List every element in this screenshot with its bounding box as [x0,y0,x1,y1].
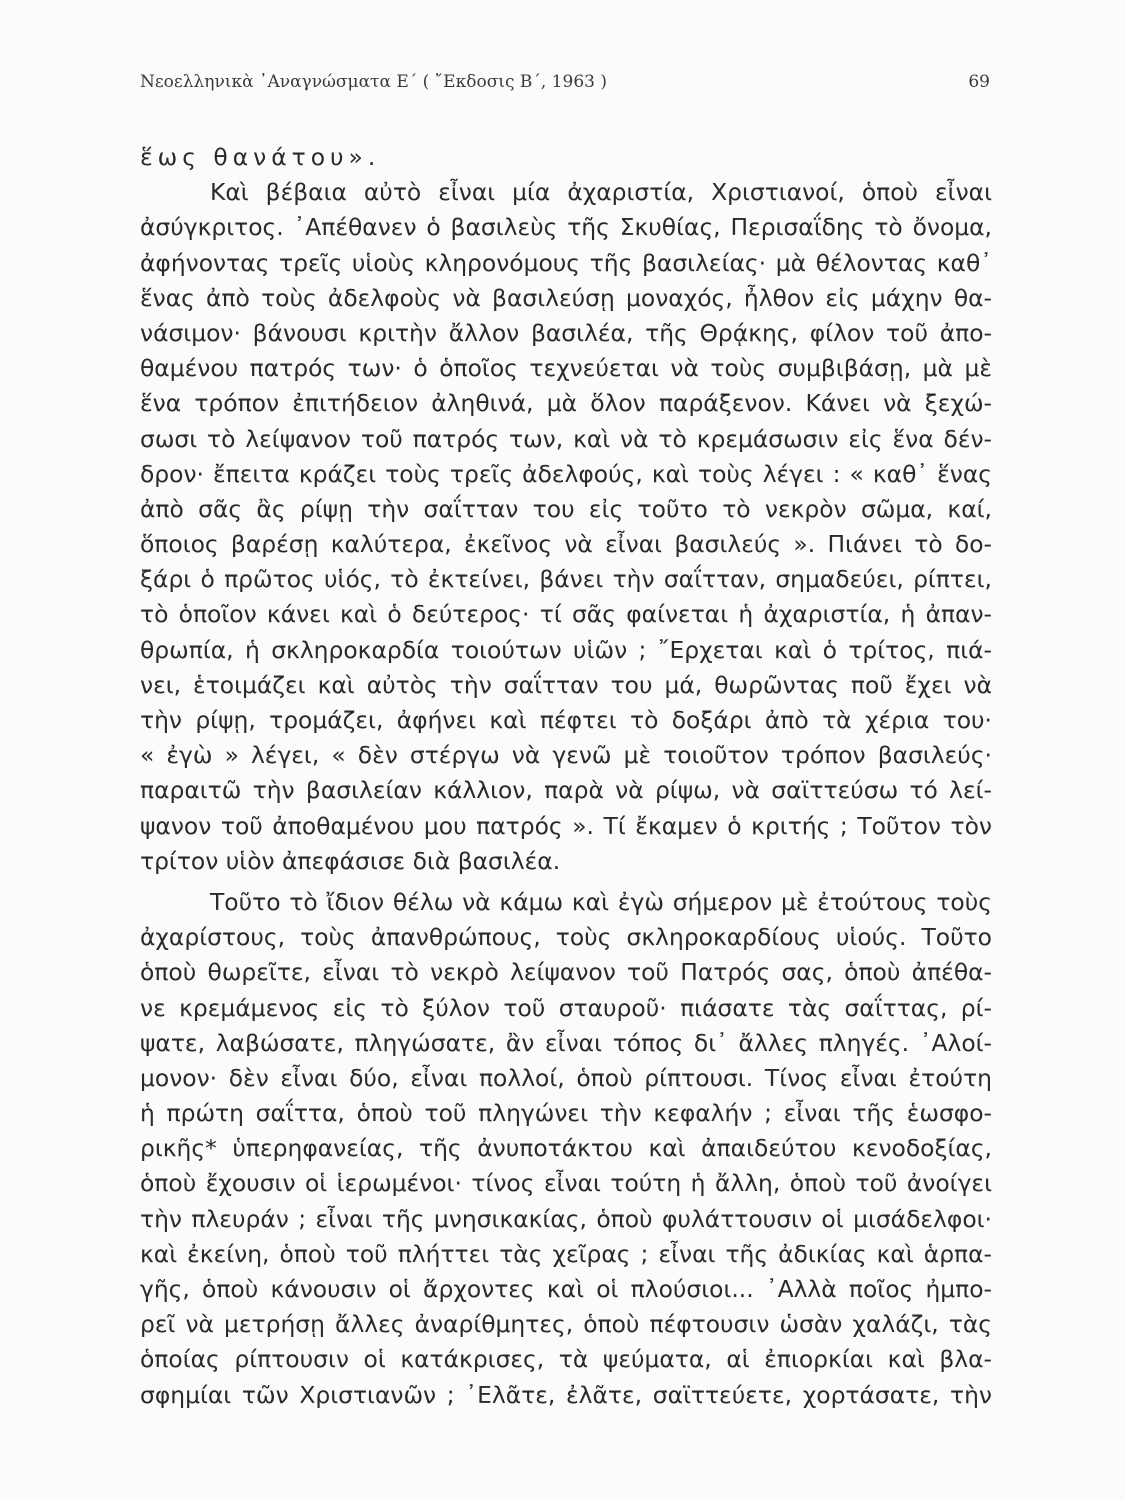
text-line: Τοῦτο τὸ ἴδιον θέλω νὰ κάμω καὶ ἐγὼ σήμερον μὲ ἐτούτους τοὺς [210,887,992,916]
text-line: τὴν πλευράν ; εἶναι τῆς μνησικακίας, ὁποὺ φυλάττουσιν οἱ μισάδελφοι· [140,1204,992,1233]
text-line: νε κρεμάμενος εἰς τὸ ξύλον τοῦ σταυροῦ· πιάσατε τὰς σαΐττας, ρί- [140,993,992,1022]
text-line: ἀχαρίστους, τοὺς ἀπανθρώπους, τοὺς σκληροκαρδίους υἱούς. Τοῦτο [140,923,992,952]
text-line: δρον· ἔπειτα κράζει τοὺς τρεῖς ἀδελφούς, καὶ τοὺς λέγει : « καθ᾿ ἕνας [140,459,992,488]
text-line: ξάρι ὁ πρῶτος υἱός, τὸ ἐκτείνει, βάνει τὴν σαΐτταν, σημαδεύει, ρίπτει, [140,565,992,594]
text-line: ὁποίας ρίπτουσιν οἱ κατάκρισες, τὰ ψεύματα, αἱ ἐπιορκίαι καὶ βλα- [140,1345,992,1374]
text-line: ὁποὺ θωρεῖτε, εἶναι τὸ νεκρὸ λείψανον τοῦ Πατρός σας, ὁποὺ ἀπέθα- [140,958,992,987]
text-line: Καὶ βέβαια αὐτὸ εἶναι μία ἀχαριστία, Χριστιανοί, ὁποὺ εἶναι [210,178,992,207]
text-line: ἀφήνοντας τρεῖς υἱοὺς κληρονόμους τῆς βασιλείας· μὰ θέλοντας καθ᾿ [140,248,992,277]
text-line: σωσι τὸ λείψανον τοῦ πατρός των, καὶ νὰ τὸ κρεμάσωσιν εἰς ἕνα δέν- [140,424,992,453]
text-line: γῆς, ὁποὺ κάνουσιν οἱ ἄρχοντες καὶ οἱ πλούσιοι... ᾿Αλλὰ ποῖος ἠμπο- [140,1275,992,1303]
text-line: νει, ἑτοιμάζει καὶ αὐτὸς τὴν σαΐτταν του μά, θωρῶντας ποῦ ἔχει νὰ [140,670,992,699]
text-line: ἕως θανάτου». [140,143,381,171]
text-line: ἀπὸ σᾶς ἂς ρίψῃ τὴν σαΐτταν του εἰς τοῦτο τὸ νεκρὸν σῶμα, καί, [140,494,992,523]
text-line: καὶ ἐκείνη, ὁποὺ τοῦ πλήττει τὰς χεῖρας ; εἶναι τῆς ἀδικίας καὶ ἁρπα- [140,1239,992,1268]
text-line: ρικῆς* ὑπερηφανείας, τῆς ἀνυποτάκτου καὶ ἀπαιδεύτου κενοδοξίας, [140,1134,992,1163]
text-line: θρωπία, ἡ σκληροκαρδία τοιούτων υἱῶν ; ῎Ερχεται καὶ ὁ τρίτος, πιά- [140,635,992,664]
body-text [140,140,992,1413]
text-line: ἡ πρώτη σαΐττα, ὁποὺ τοῦ πληγώνει τὴν κεφαλήν ; εἶναι τῆς ἑωσφο- [140,1099,992,1128]
text-line: ρεῖ νὰ μετρήσῃ ἄλλες ἀναρίθμητες, ὁποὺ πέφτουσιν ὡσὰν χαλάζι, τὰς [140,1310,992,1339]
text-line: ψατε, λαβώσατε, πληγώσατε, ἂν εἶναι τόπος δι᾿ ἄλλες πληγές. ᾿Αλοί- [140,1028,992,1057]
running-header [140,72,990,96]
text-line: θαμένου πατρός των· ὁ ὁποῖος τεχνεύεται νὰ τοὺς συμβιβάσῃ, μὰ μὲ [140,354,992,383]
text-line: μονον· δὲν εἶναι δύο, εἶναι πολλοί, ὁποὺ ρίπτουσι. Τίνος εἶναι ἐτούτη [140,1063,992,1092]
text-line: τὴν ρίψῃ, τρομάζει, ἀφήνει καὶ πέφτει τὸ δοξάρι ἀπὸ τὰ χέρια του· [140,706,992,734]
text-line: « ἐγὼ » λέγει, « δὲν στέργω νὰ γενῶ μὲ τοιοῦτον τρόπον βασιλεύς· [140,741,992,770]
text-line: ὅποιος βαρέσῃ καλύτερα, ἐκεῖνος νὰ εἶναι βασιλεύς ». Πιάνει τὸ δο- [140,530,992,559]
text-line: παραιτῶ τὴν βασιλείαν κάλλιον, παρὰ νὰ ρίψω, νὰ σαϊττεύσω τό λεί- [140,776,992,805]
text-line: ἕνας ἀπὸ τοὺς ἀδελφοὺς νὰ βασιλεύσῃ μοναχός, ἦλθον εἰς μάχην θα- [140,283,992,312]
text-line: νάσιμον· βάνουσι κριτὴν ἄλλον βασιλέα, τῆς Θρᾴκης, φίλον τοῦ ἀπο- [140,318,992,347]
text-line: σφημίαι τῶν Χριστιανῶν ; ᾿Ελᾶτε, ἐλᾶτε, σαϊττεύετε, χορτάσατε, τὴν [140,1380,992,1409]
header-title: Νεοελληνικὰ ᾿Αναγνώσματα Ε΄ ( ῎Εκδοσις Β΄, 1963 ) [140,72,607,92]
text-line: ὁποὺ ἔχουσιν οἱ ἱερωμένοι· τίνος εἶναι τούτη ἡ ἄλλη, ὁποὺ τοῦ ἀνοίγει [140,1169,992,1198]
text-line: ἀσύγκριτος. ᾿Απέθανεν ὁ βασιλεὺς τῆς Σκυθίας, Περισαΐδης τὸ ὄνομα, [140,213,992,242]
text-line: τρίτον υἱὸν ἀπεφάσισε διὰ βασιλέα. [140,846,561,875]
text-line: τὸ ὁποῖον κάνει καὶ ὁ δεύτερος· τί σᾶς φαίνεται ἡ ἀχαριστία, ἡ ἀπαν- [140,600,992,629]
text-line: ψανον τοῦ ἀποθαμένου μου πατρός ». Τί ἔκαμεν ὁ κριτής ; Τοῦτον τὸν [140,811,992,840]
page-number: 69 [968,72,990,92]
text-line: ἕνα τρόπον ἐπιτήδειον ἀληθινά, μὰ ὅλον παράξενον. Κάνει νὰ ξεχώ- [140,389,992,418]
